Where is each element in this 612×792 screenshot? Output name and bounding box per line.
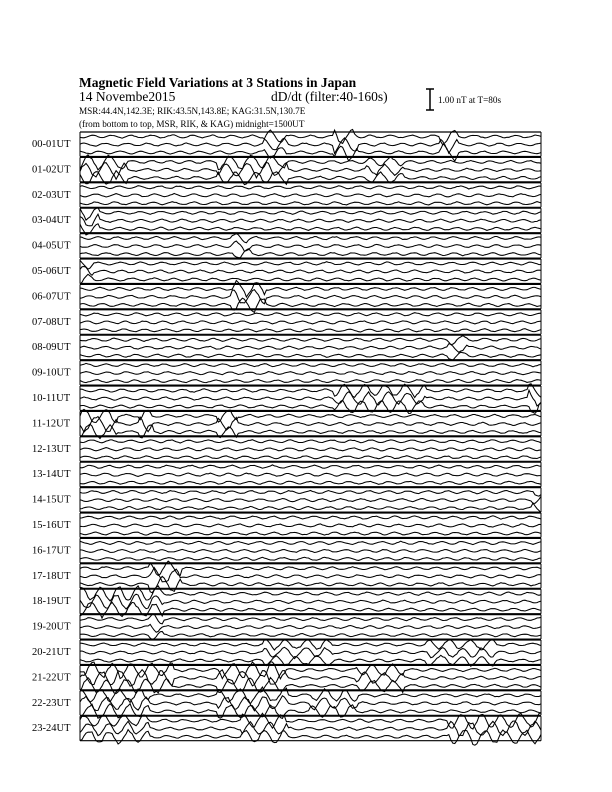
- hour-label: 19-20UT: [32, 621, 71, 633]
- hour-label: 07-08UT: [32, 316, 71, 328]
- trace-rik: [80, 524, 541, 527]
- trace-kag: [80, 639, 541, 650]
- scale-bar-label: 1.00 nT at T=80s: [438, 95, 502, 105]
- trace-rik: [80, 496, 541, 503]
- hour-label: 15-16UT: [32, 520, 71, 531]
- trace-rik: [80, 372, 541, 375]
- trace-kag: [80, 208, 541, 220]
- hour-row: [32, 462, 541, 487]
- trace-msr: [80, 481, 541, 484]
- trace-rik: [80, 417, 541, 433]
- trace-msr: [80, 576, 541, 592]
- trace-msr: [80, 456, 541, 459]
- hour-row: [32, 639, 541, 666]
- hour-row: [32, 614, 541, 640]
- trace-rik: [80, 647, 541, 658]
- scale-bar: [426, 89, 501, 110]
- trace-msr: [80, 352, 541, 360]
- chart-date: 14 Novembe2015: [79, 89, 176, 104]
- trace-rik: [80, 214, 541, 226]
- trace-kag: [80, 541, 541, 544]
- hour-row: [32, 234, 541, 259]
- hour-label: 02-03UT: [32, 189, 71, 201]
- hour-row: [32, 335, 541, 360]
- trace-kag: [80, 516, 541, 519]
- trace-msr: [80, 274, 541, 284]
- trace-rik: [80, 448, 541, 451]
- trace-kag: [80, 465, 541, 469]
- hour-label: 03-04UT: [32, 215, 71, 227]
- trace-rik: [80, 138, 541, 154]
- trace-msr: [80, 632, 541, 640]
- trace-kag: [80, 335, 541, 344]
- hour-row: [32, 259, 541, 284]
- trace-kag: [80, 260, 541, 269]
- trace-msr: [80, 249, 541, 258]
- station-coordinates: MSR:44.4N,142.3E; RIK:43.5N,143.8E; KAG:31.5N,130.7E: [79, 106, 306, 116]
- hour-label: 21-22UT: [32, 672, 71, 684]
- trace-msr: [80, 503, 541, 513]
- hour-row: [32, 586, 541, 618]
- trace-msr: [80, 532, 541, 535]
- hour-row: [32, 281, 541, 313]
- trace-rik: [80, 194, 541, 198]
- hour-label: 17-18UT: [32, 570, 71, 582]
- hour-row: [32, 561, 541, 593]
- trace-rik: [80, 473, 541, 476]
- trace-rik: [80, 624, 541, 632]
- hour-row: [32, 384, 541, 414]
- hour-row: [32, 713, 541, 745]
- hour-row: [32, 538, 541, 563]
- hour-label: 08-09UT: [32, 342, 71, 354]
- hour-label: 00-01UT: [32, 139, 71, 150]
- trace-kag: [80, 491, 541, 497]
- trace-kag: [80, 313, 541, 316]
- hour-label: 12-13UT: [32, 443, 71, 455]
- hour-row: [32, 208, 541, 235]
- hour-row: [32, 488, 541, 513]
- trace-rik: [80, 344, 541, 353]
- hour-label: 20-21UT: [32, 647, 71, 658]
- hour-label: 13-14UT: [32, 469, 71, 481]
- hour-row: [32, 513, 541, 538]
- trace-rik: [80, 670, 541, 686]
- trace-rik: [80, 290, 541, 304]
- chart-title: Magnetic Field Variations at 3 Stations in Japan: [79, 75, 357, 90]
- hour-row: [32, 437, 541, 462]
- trace-rik: [80, 267, 541, 276]
- hour-rows: [32, 130, 541, 746]
- trace-kag: [80, 440, 541, 443]
- trace-rik: [80, 594, 541, 609]
- trace-msr: [80, 730, 541, 746]
- hour-label: 05-06UT: [32, 266, 71, 277]
- trace-rik: [80, 568, 541, 582]
- chart-quantity: dD/dt (filter:40-160s): [271, 89, 388, 104]
- hour-row: [32, 361, 541, 386]
- hour-label: 04-05UT: [32, 240, 71, 252]
- hour-row: [32, 183, 541, 208]
- trace-kag: [80, 186, 541, 189]
- hour-label: 16-17UT: [32, 545, 71, 557]
- hour-row: [32, 409, 541, 438]
- hour-label: 11-12UT: [32, 418, 71, 430]
- trace-rik: [80, 390, 541, 406]
- trace-rik: [80, 321, 541, 324]
- hour-label: 22-23UT: [32, 697, 71, 709]
- trace-msr: [80, 202, 541, 205]
- trace-kag: [80, 614, 541, 624]
- trace-msr: [80, 329, 541, 332]
- hour-label: 06-07UT: [32, 291, 71, 303]
- hour-label: 10-11UT: [32, 393, 71, 404]
- trace-msr: [80, 379, 541, 382]
- hour-label: 01-02UT: [32, 164, 71, 176]
- trace-kag: [80, 363, 541, 366]
- hour-row: [32, 155, 541, 185]
- trace-msr: [80, 557, 541, 560]
- trace-rik: [80, 162, 541, 179]
- trace-rik: [80, 549, 541, 552]
- trace-msr: [80, 145, 541, 162]
- hour-label: 23-24UT: [32, 723, 71, 735]
- hour-label: 09-10UT: [32, 367, 71, 379]
- station-order-note: (from bottom to top, MSR, RIK, & KAG) midnight=1500UT: [79, 119, 305, 129]
- hour-label: 18-19UT: [32, 596, 71, 608]
- hour-row: [32, 687, 541, 720]
- hour-row: [32, 130, 541, 162]
- trace-rik: [80, 241, 541, 251]
- hour-label: 14-15UT: [32, 494, 71, 506]
- trace-kag: [80, 234, 541, 243]
- hour-row: [32, 310, 541, 335]
